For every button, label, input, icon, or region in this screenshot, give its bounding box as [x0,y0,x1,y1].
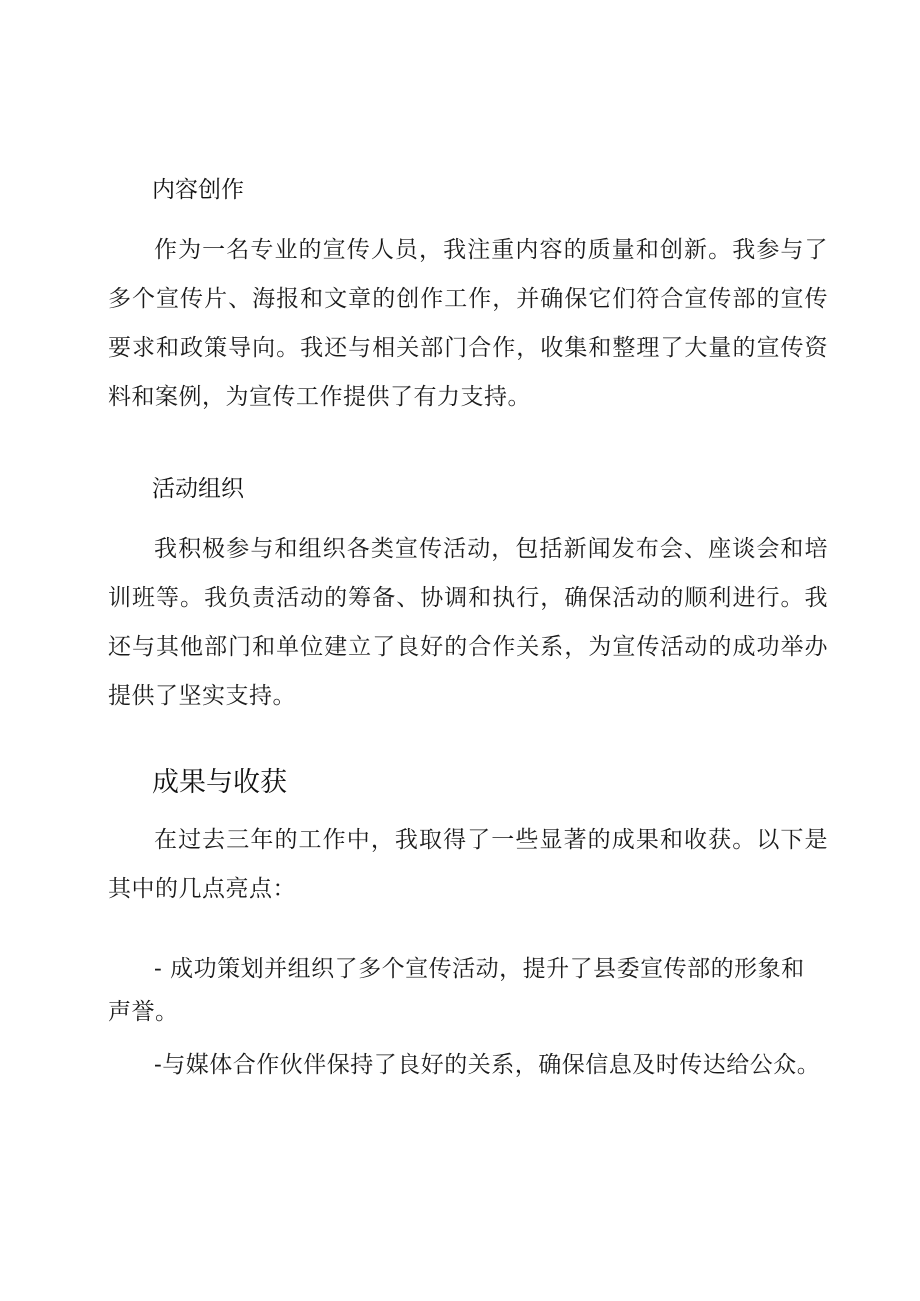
section-title: 内容创作 [152,177,244,203]
section-heading: 成果与收获 [152,767,287,798]
section-content-creation [108,175,828,422]
section-title: 活动组织 [152,476,244,502]
list-item: -与媒体合作伙伴保持了良好的关系，确保信息及时传达给公众。 [154,1052,821,1078]
section-results [108,766,828,914]
results-bullet-list [108,948,828,1087]
section-event-organization [108,474,828,721]
section-paragraph: 我积极参与和组织各类宣传活动，包括新闻发布会、座谈会和培训班等。我负责活动的筹备、协调和执行，确保活动的顺利进行。我还与其他部门和单位建立了良好的合作关系，为宣传活动的成功举办提供了坚实支持。 [108,536,828,709]
results-intro: 在过去三年的工作中，我取得了一些显著的成果和收获。以下是其中的几点亮点： [108,827,828,902]
list-item: - 成功策划并组织了多个宣传活动，提升了县委宣传部的形象和声誉。 [108,956,805,1025]
section-paragraph: 作为一名专业的宣传人员，我注重内容的质量和创新。我参与了多个宣传片、海报和文章的创作工作，并确保它们符合宣传部的宣传要求和政策导向。我还与相关部门合作，收集和整理了大量的宣传资料和案例，为宣传工作提供了有力支持。 [108,237,828,410]
